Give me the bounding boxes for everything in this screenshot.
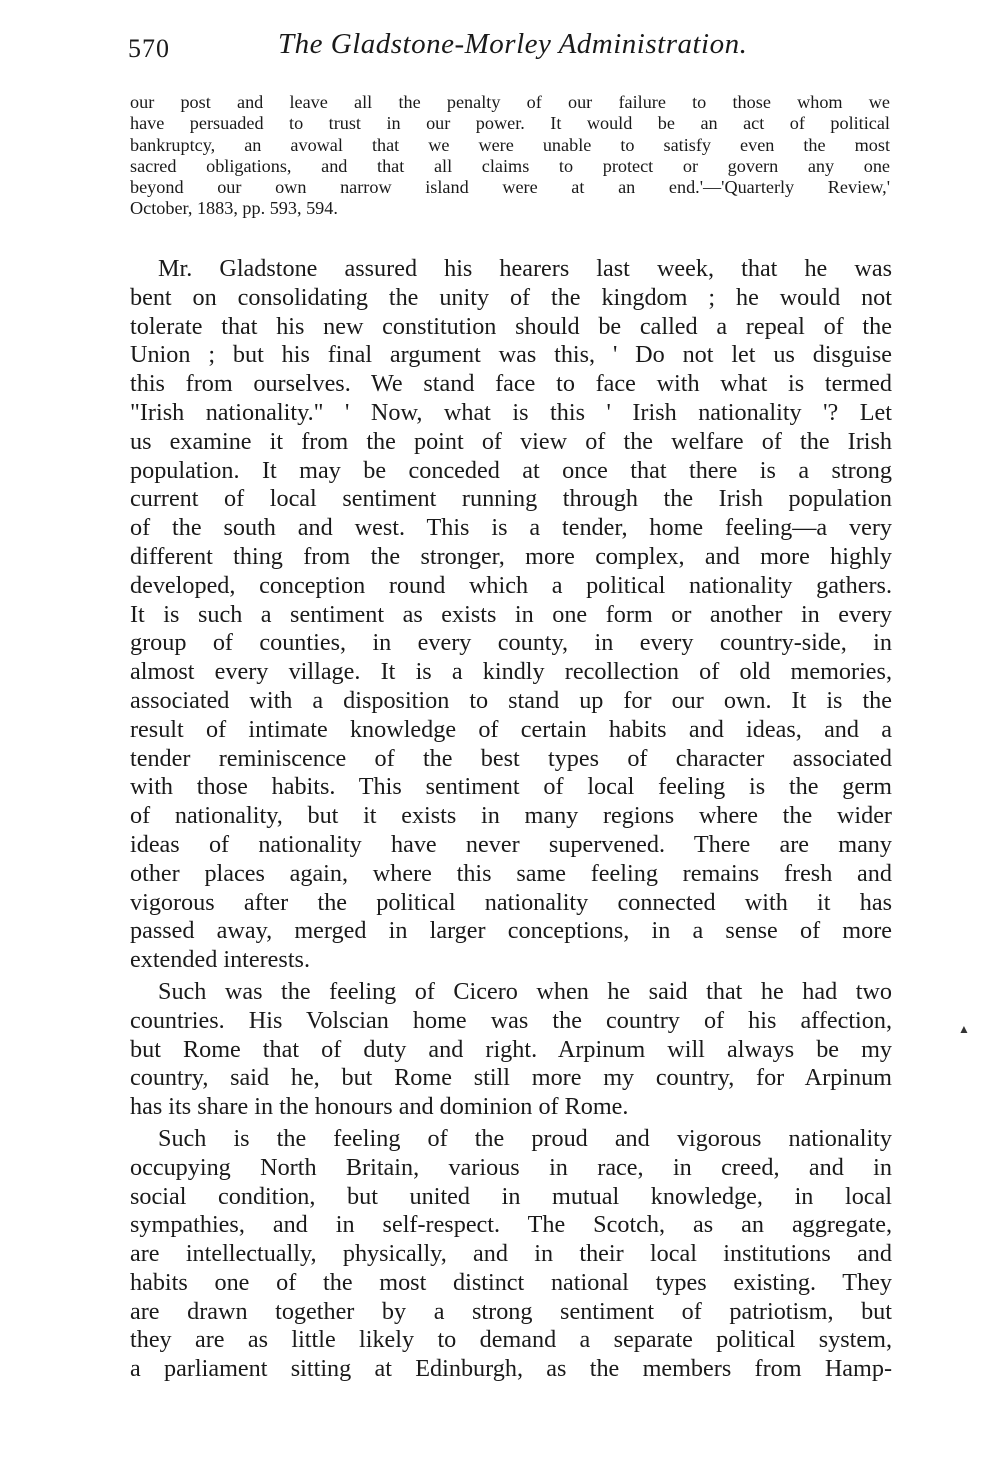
text-line: us examine it from the point of view of the welfare of the Irish: [130, 427, 892, 455]
margin-mark: ▲: [958, 1022, 970, 1036]
text-line: current of local sentiment running through the Irish population: [130, 485, 892, 513]
text-line: are intellectually, physically, and in their local institutions and: [130, 1240, 892, 1268]
text-line: population. It may be conceded at once that there is a strong: [130, 456, 892, 484]
quote-line: have persuaded to trust in our power. It would be an act of political: [130, 113, 890, 134]
text-line: country, said he, but Rome still more my country, for Arpinum: [130, 1064, 892, 1092]
running-head: [128, 28, 888, 68]
text-line: are drawn together by a strong sentiment of patriotism, but: [130, 1297, 892, 1325]
text-line: tolerate that his new constitution should be called a repeal of the: [130, 312, 892, 340]
paragraph: [130, 1125, 892, 1384]
text-line: almost every village. It is a kindly recollection of old memories,: [130, 658, 892, 686]
text-line: developed, conception round which a political nationality gathers.: [130, 571, 892, 599]
text-line: they are as little likely to demand a separate political system,: [130, 1326, 892, 1354]
text-line: Such was the feeling of Cicero when he said that he had two: [158, 977, 892, 1005]
body-text: [130, 255, 892, 1384]
text-line: Such is the feeling of the proud and vigorous nationality: [158, 1124, 892, 1152]
text-line: social condition, but united in mutual knowledge, in local: [130, 1182, 892, 1210]
text-line: passed away, merged in larger conceptions, in a sense of more: [130, 917, 892, 945]
text-line: other places again, where this same feeling remains fresh and: [130, 859, 892, 887]
running-title: The Gladstone-Morley Administration.: [278, 28, 748, 60]
text-line: "Irish nationality." ' Now, what is this ' Irish nationality '? Let: [130, 398, 892, 426]
text-line: different thing from the stronger, more complex, and more highly: [130, 542, 892, 570]
text-line: this from ourselves. We stand face to face with what is termed: [130, 370, 892, 398]
text-line: sympathies, and in self-respect. The Scotch, as an aggregate,: [130, 1211, 892, 1239]
text-line: of nationality, but it exists in many regions where the wider: [130, 802, 892, 830]
text-line: It is such a sentiment as exists in one form or another in every: [130, 600, 892, 628]
quote-line: sacred obligations, and that all claims to protect or govern any one: [130, 155, 890, 176]
text-line: tender reminiscence of the best types of character associated: [130, 744, 892, 772]
text-line: a parliament sitting at Edinburgh, as the members from Hamp-: [130, 1355, 892, 1383]
text-line: Mr. Gladstone assured his hearers last week, that he was: [158, 255, 892, 282]
paragraph: [130, 255, 892, 975]
text-line: group of counties, in every county, in every country-side, in: [130, 629, 892, 657]
quote-line: October, 1883, pp. 593, 594.: [130, 198, 338, 219]
text-line: occupying North Britain, various in race, in creed, and in: [130, 1153, 892, 1181]
text-line: of the south and west. This is a tender, home feeling—a very: [130, 514, 892, 542]
quote-line: beyond our own narrow island were at an end.'—'Quarterly Review,': [130, 177, 890, 198]
text-line: result of intimate knowledge of certain habits and ideas, and a: [130, 715, 892, 743]
text-line: extended interests.: [130, 946, 311, 974]
text-line: but Rome that of duty and right. Arpinum will always be my: [130, 1035, 892, 1063]
page-number: 570: [128, 34, 170, 63]
paragraph: [130, 978, 892, 1122]
text-line: habits one of the most distinct national types existing. They: [130, 1268, 892, 1296]
text-line: associated with a disposition to stand up for our own. It is the: [130, 686, 892, 714]
quote-line: our post and leave all the penalty of our failure to those whom we: [130, 92, 890, 112]
text-line: has its share in the honours and dominion of Rome.: [130, 1093, 629, 1121]
text-line: with those habits. This sentiment of local feeling is the germ: [130, 773, 892, 801]
text-line: bent on consolidating the unity of the kingdom ; he would not: [130, 283, 892, 311]
text-line: ideas of nationality have never supervened. There are many: [130, 830, 892, 858]
quote-line: bankruptcy, an avowal that we were unable to satisfy even the most: [130, 134, 890, 155]
text-line: Union ; but his final argument was this, ' Do not let us disguise: [130, 341, 892, 369]
text-line: countries. His Volscian home was the country of his affection,: [130, 1006, 892, 1034]
block-quote: [130, 92, 890, 220]
text-line: vigorous after the political nationality connected with it has: [130, 888, 892, 916]
